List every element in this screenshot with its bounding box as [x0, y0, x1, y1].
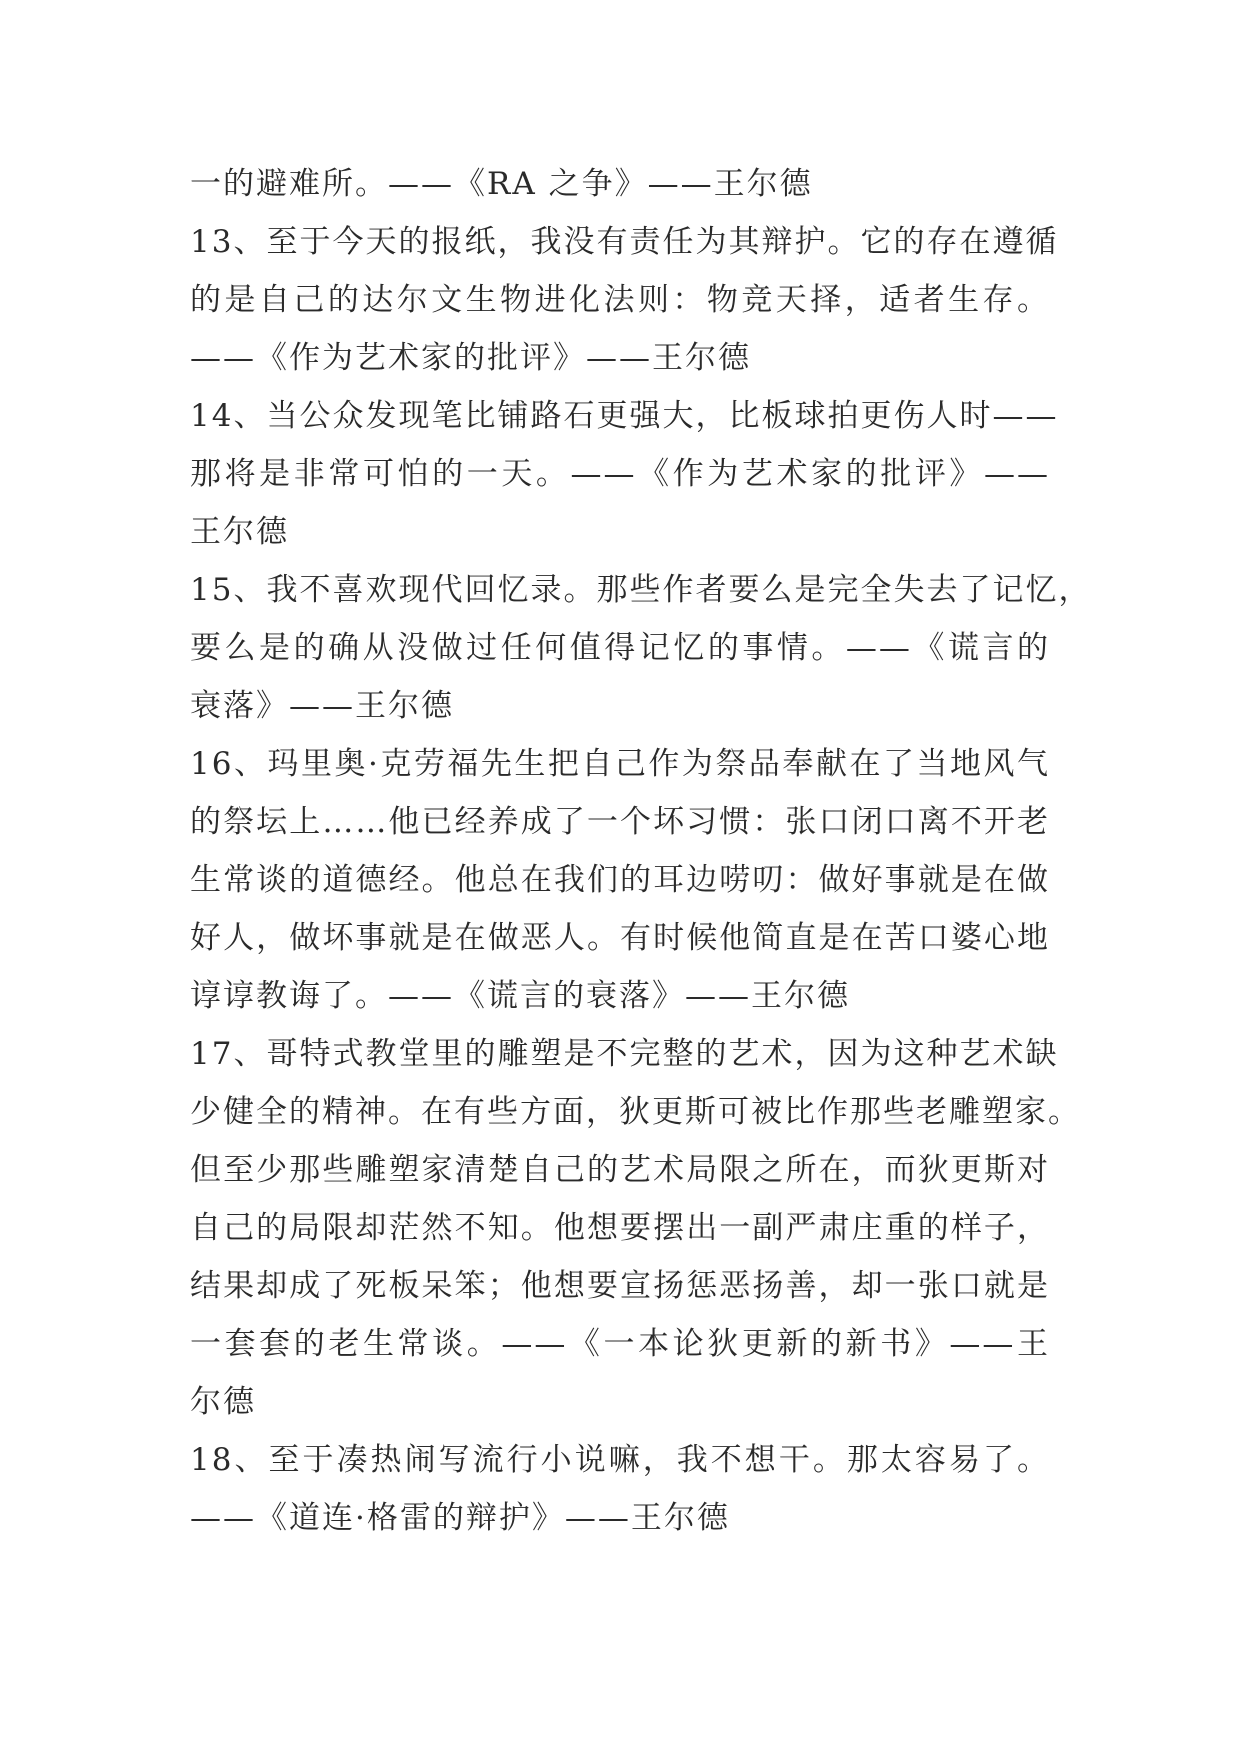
text-line: 好人，做坏事就是在做恶人。有时候他简直是在苦口婆心地	[190, 920, 1050, 956]
text-line: 衰落》——王尔德	[190, 688, 454, 724]
text-line: 的祭坛上……他已经养成了一个坏习惯：张口闭口离不开老	[190, 804, 1050, 840]
text-line: 一套套的老生常谈。——《一本论狄更新的新书》——王	[190, 1326, 1050, 1362]
text-line: ——《作为艺术家的批评》——王尔德	[190, 340, 751, 376]
text-line: 的是自己的达尔文生物进化法则：物竞天择，适者生存。	[190, 282, 1050, 318]
text-line: 尔德	[190, 1384, 256, 1420]
text-line: 谆谆教诲了。——《谎言的衰落》——王尔德	[190, 978, 850, 1014]
quote-text-block	[190, 155, 1092, 1547]
text-line: 那将是非常可怕的一天。——《作为艺术家的批评》——	[190, 456, 1050, 492]
text-line: 王尔德	[190, 514, 289, 550]
text-line: 结果却成了死板呆笨；他想要宣扬惩恶扬善，却一张口就是	[190, 1268, 1050, 1304]
text-line: 18、至于凑热闹写流行小说嘛，我不想干。那太容易了。	[190, 1442, 1050, 1478]
text-line: 要么是的确从没做过任何值得记忆的事情。——《谎言的	[190, 630, 1050, 666]
text-line: 生常谈的道德经。他总在我们的耳边唠叨：做好事就是在做	[190, 862, 1050, 898]
text-line: 少健全的精神。在有些方面，狄更斯可被比作那些老雕塑家。	[190, 1094, 1081, 1130]
text-line: 自己的局限却茫然不知。他想要摆出一副严肃庄重的样子，	[190, 1210, 1050, 1246]
text-line: 17、哥特式教堂里的雕塑是不完整的艺术，因为这种艺术缺	[190, 1036, 1059, 1072]
text-line: ——《道连·格雷的辩护》——王尔德	[190, 1500, 730, 1536]
text-line: 一的避难所。——《RA 之争》——王尔德	[190, 166, 813, 202]
text-line: 15、我不喜欢现代回忆录。那些作者要么是完全失去了记忆，	[190, 572, 1092, 608]
text-line: 14、当公众发现笔比铺路石更强大，比板球拍更伤人时——	[190, 398, 1059, 434]
text-line: 16、玛里奥·克劳福先生把自己作为祭品奉献在了当地风气	[190, 746, 1050, 782]
text-line: 但至少那些雕塑家清楚自己的艺术局限之所在，而狄更斯对	[190, 1152, 1050, 1188]
text-line: 13、至于今天的报纸，我没有责任为其辩护。它的存在遵循	[190, 224, 1059, 260]
